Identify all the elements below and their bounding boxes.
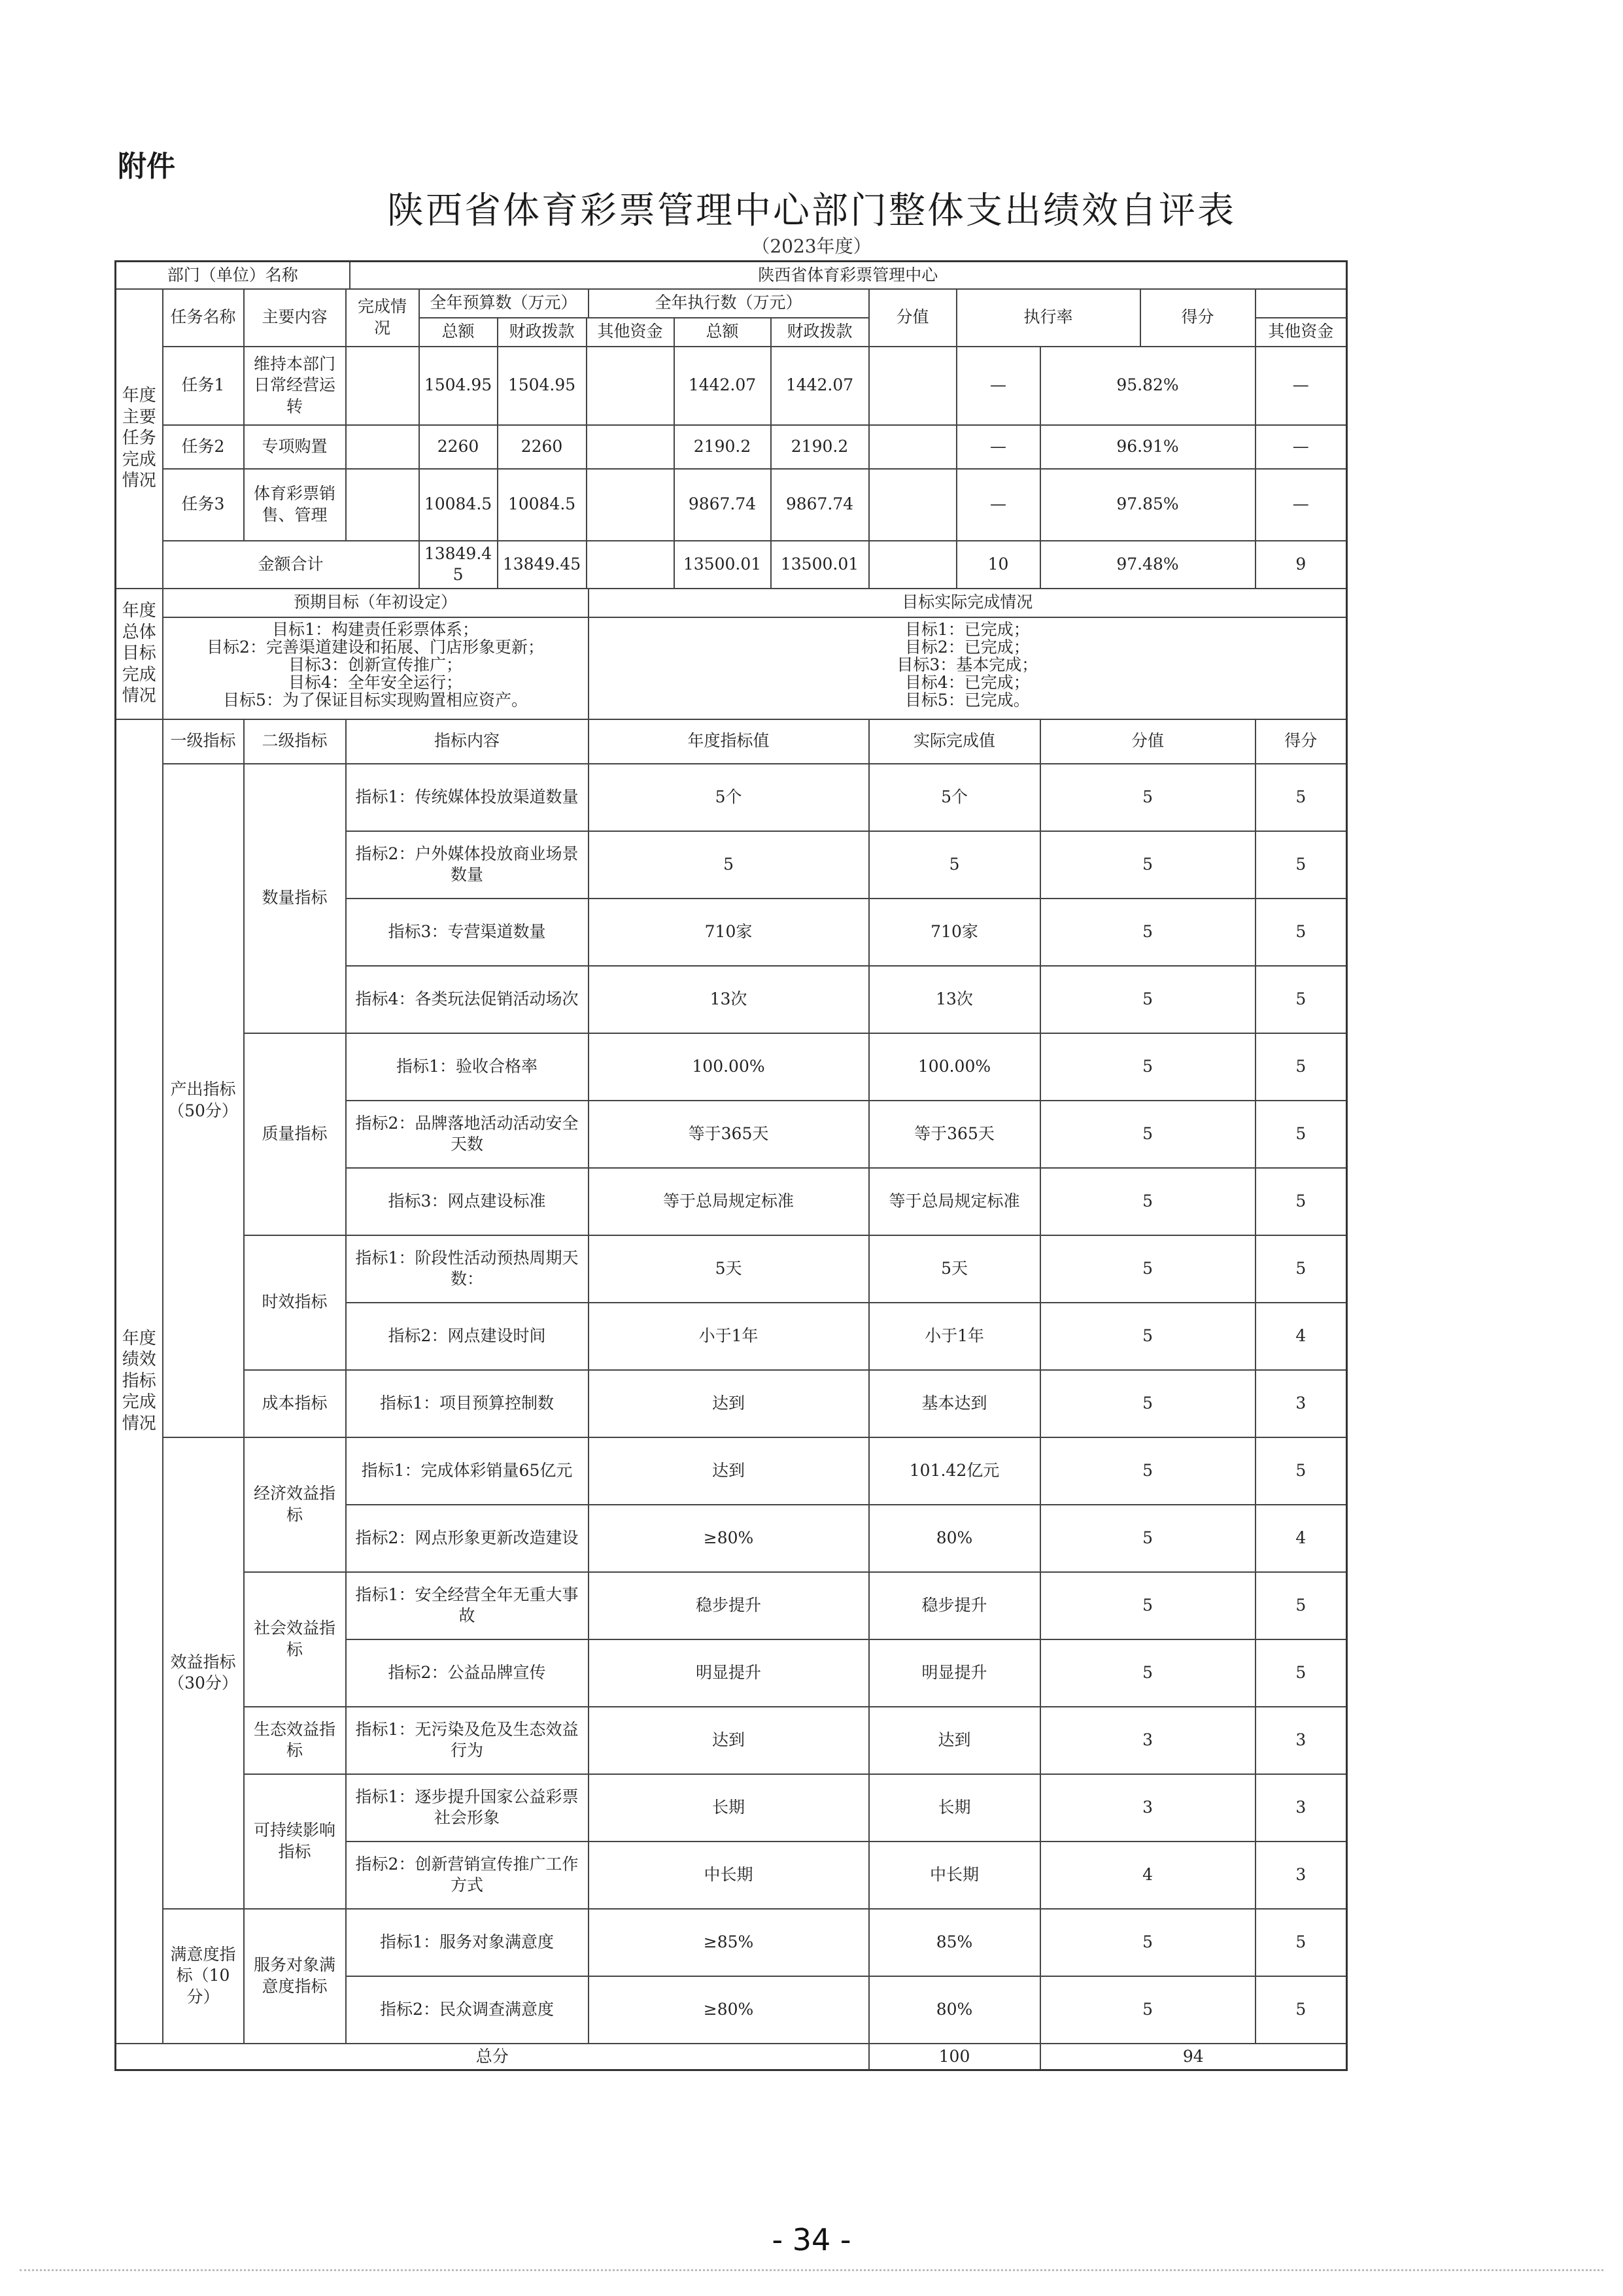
indicator-actual: 100.00% xyxy=(869,1033,1040,1101)
total-row xyxy=(116,2044,1347,2070)
indicator-score: 3 xyxy=(1256,1774,1347,1842)
dept-value: 陕西省体育彩票管理中心 xyxy=(350,262,1347,289)
task-score-value: — xyxy=(957,469,1040,541)
indicator-value: 5 xyxy=(1040,1370,1256,1437)
task-exec-other xyxy=(869,425,957,469)
indicator-target: ≥85% xyxy=(589,1909,869,1976)
indicator-target: 5个 xyxy=(589,764,869,831)
indicator-target: 长期 xyxy=(589,1774,869,1842)
indicator-target: 明显提升 xyxy=(589,1639,869,1707)
indicator-score: 5 xyxy=(1256,1168,1347,1235)
tasks-section-label: 年度主要任务完成情况 xyxy=(116,289,163,589)
task-exec-rate: 96.91% xyxy=(1040,425,1256,469)
task-content: 专项购置 xyxy=(244,425,346,469)
indicator-content: 指标1：逐步提升国家公益彩票社会形象 xyxy=(346,1774,589,1842)
indicator-actual: 5 xyxy=(869,831,1040,899)
task-completion xyxy=(346,347,419,425)
indicator-value: 5 xyxy=(1040,1235,1256,1303)
indicator-score: 3 xyxy=(1256,1842,1347,1909)
task-row xyxy=(116,469,1347,541)
indicator-score: 5 xyxy=(1256,966,1347,1033)
indicator-content: 指标2：网点建设时间 xyxy=(346,1303,589,1370)
goal-actual-item: 目标5：已完成。 xyxy=(904,690,1030,710)
document-subtitle: （2023年度） xyxy=(751,235,872,257)
total-score: 94 xyxy=(1040,2044,1347,2070)
task-name: 任务1 xyxy=(163,347,244,425)
indicator-actual: 稳步提升 xyxy=(869,1572,1040,1639)
total-label: 总分 xyxy=(116,2044,869,2070)
indicator-row xyxy=(116,1033,1347,1101)
task-exec-other xyxy=(869,469,957,541)
sum-budget-other xyxy=(587,541,674,589)
task-exec-total: 1442.07 xyxy=(674,347,771,425)
indicator-score: 3 xyxy=(1256,1370,1347,1437)
page-number: - 34 - xyxy=(772,2222,851,2257)
level1-benefit: 效益指标（30分） xyxy=(163,1437,244,1909)
task-budget-other xyxy=(587,425,674,469)
task-exec-total: 9867.74 xyxy=(674,469,771,541)
col-actual: 实际完成值 xyxy=(869,719,1040,764)
indicator-value: 5 xyxy=(1040,1505,1256,1572)
goals-expected-list xyxy=(163,617,589,719)
indicator-value: 5 xyxy=(1040,1909,1256,1976)
sum-budget-fiscal: 13849.45 xyxy=(498,541,587,589)
indicator-content: 指标3：专营渠道数量 xyxy=(346,899,589,966)
task-budget-total: 2260 xyxy=(419,425,498,469)
goals-actual-list xyxy=(589,617,1347,719)
evaluation-table xyxy=(114,260,1348,2071)
indicator-content: 指标1：完成体彩销量65亿元 xyxy=(346,1437,589,1505)
sum-budget-total: 13849.45 xyxy=(419,541,498,589)
task-exec-other xyxy=(869,347,957,425)
task-exec-fiscal: 2190.2 xyxy=(771,425,869,469)
indicator-row xyxy=(116,764,1347,831)
level2-timeliness: 时效指标 xyxy=(244,1235,346,1370)
indicator-target: 达到 xyxy=(589,1370,869,1437)
indicator-target: 中长期 xyxy=(589,1842,869,1909)
indicator-actual: 80% xyxy=(869,1505,1040,1572)
indicator-content: 指标2：创新营销宣传推广工作方式 xyxy=(346,1842,589,1909)
scan-edge-line xyxy=(20,2269,1603,2271)
goal-actual-item: 目标1：已完成； xyxy=(904,619,1030,639)
level1-output: 产出指标（50分） xyxy=(163,764,244,1437)
col-score-value: 分值 xyxy=(869,289,957,347)
sum-score-value: 10 xyxy=(957,541,1040,589)
indicator-actual: 85% xyxy=(869,1909,1040,1976)
col-ind-score: 得分 xyxy=(1256,719,1347,764)
indicator-target: 小于1年 xyxy=(589,1303,869,1370)
task-completion xyxy=(346,425,419,469)
sum-exec-total: 13500.01 xyxy=(674,541,771,589)
indicator-content: 指标2：民众调查满意度 xyxy=(346,1976,589,2044)
goal-expected-item: 目标4：全年安全运行； xyxy=(288,672,462,692)
indicator-actual: 80% xyxy=(869,1976,1040,2044)
indicator-row xyxy=(116,1774,1347,1842)
task-header-row xyxy=(116,289,1347,318)
indicator-target: 5 xyxy=(589,831,869,899)
indicator-value: 5 xyxy=(1040,1303,1256,1370)
level1-satisfaction: 满意度指标（10分） xyxy=(163,1909,244,2044)
indicator-content: 指标1：项目预算控制数 xyxy=(346,1370,589,1437)
task-content: 体育彩票销售、管理 xyxy=(244,469,346,541)
indicator-target: 13次 xyxy=(589,966,869,1033)
indicator-value: 3 xyxy=(1040,1707,1256,1774)
indicator-target: 710家 xyxy=(589,899,869,966)
col-execution: 全年执行数（万元） xyxy=(589,289,869,318)
task-exec-rate: 97.85% xyxy=(1040,469,1256,541)
task-exec-total: 2190.2 xyxy=(674,425,771,469)
indicator-target: 等于365天 xyxy=(589,1101,869,1168)
indicator-value: 5 xyxy=(1040,1033,1256,1101)
col-main-content: 主要内容 xyxy=(244,289,346,347)
indicators-header-row xyxy=(116,719,1347,764)
col-value: 分值 xyxy=(1040,719,1256,764)
level2-economic: 经济效益指标 xyxy=(244,1437,346,1572)
indicator-content: 指标1：无污染及危及生态效益行为 xyxy=(346,1707,589,1774)
level2-quality: 质量指标 xyxy=(244,1033,346,1235)
task-row xyxy=(116,425,1347,469)
indicator-target: 达到 xyxy=(589,1707,869,1774)
indicator-content: 指标2：品牌落地活动活动安全天数 xyxy=(346,1101,589,1168)
indicator-content: 指标3：网点建设标准 xyxy=(346,1168,589,1235)
indicator-row xyxy=(116,1235,1347,1303)
sum-score: 9 xyxy=(1256,541,1347,589)
col-content: 指标内容 xyxy=(346,719,589,764)
dept-label: 部门（单位）名称 xyxy=(116,262,350,289)
indicator-value: 5 xyxy=(1040,1437,1256,1505)
task-score: — xyxy=(1256,469,1347,541)
indicator-content: 指标2：公益品牌宣传 xyxy=(346,1639,589,1707)
level2-social: 社会效益指标 xyxy=(244,1572,346,1707)
indicator-row xyxy=(116,1370,1347,1437)
sum-exec-rate: 97.48% xyxy=(1040,541,1256,589)
indicator-score: 5 xyxy=(1256,1033,1347,1101)
indicator-value: 5 xyxy=(1040,1976,1256,2044)
task-row xyxy=(116,347,1347,425)
indicator-score: 5 xyxy=(1256,831,1347,899)
task-score-value: — xyxy=(957,425,1040,469)
task-sum-row xyxy=(116,541,1347,589)
task-score: — xyxy=(1256,425,1347,469)
document-title: 陕西省体育彩票管理中心部门整体支出绩效自评表 xyxy=(387,190,1236,232)
indicator-score: 5 xyxy=(1256,1572,1347,1639)
task-budget-total: 10084.5 xyxy=(419,469,498,541)
indicator-target: 达到 xyxy=(589,1437,869,1505)
goals-actual-header: 目标实际完成情况 xyxy=(589,589,1347,617)
indicator-value: 5 xyxy=(1040,1168,1256,1235)
indicator-actual: 小于1年 xyxy=(869,1303,1040,1370)
task-budget-fiscal: 1504.95 xyxy=(498,347,587,425)
indicator-content: 指标2：网点形象更新改造建设 xyxy=(346,1505,589,1572)
indicator-content: 指标1：验收合格率 xyxy=(346,1033,589,1101)
col-budget-other: 其他资金 xyxy=(587,318,674,347)
indicator-score: 5 xyxy=(1256,1639,1347,1707)
indicator-content: 指标1：传统媒体投放渠道数量 xyxy=(346,764,589,831)
indicator-actual: 5天 xyxy=(869,1235,1040,1303)
task-content: 维持本部门日常经营运转 xyxy=(244,347,346,425)
indicator-score: 3 xyxy=(1256,1707,1347,1774)
indicator-content: 指标1：服务对象满意度 xyxy=(346,1909,589,1976)
indicators-section-label: 年度绩效指标完成情况 xyxy=(116,719,163,2044)
task-score-value: — xyxy=(957,347,1040,425)
indicator-target: 等于总局规定标准 xyxy=(589,1168,869,1235)
indicator-score: 5 xyxy=(1256,1101,1347,1168)
indicator-value: 3 xyxy=(1040,1774,1256,1842)
col-exec-total: 总额 xyxy=(674,318,771,347)
col-budget-fiscal: 财政拨款 xyxy=(498,318,587,347)
indicator-actual: 中长期 xyxy=(869,1842,1040,1909)
task-exec-fiscal: 1442.07 xyxy=(771,347,869,425)
indicator-target: 稳步提升 xyxy=(589,1572,869,1639)
goal-actual-item: 目标3：基本完成； xyxy=(897,655,1038,674)
indicator-actual: 5个 xyxy=(869,764,1040,831)
task-budget-fiscal: 10084.5 xyxy=(498,469,587,541)
indicator-content: 指标1：阶段性活动预热周期天数： xyxy=(346,1235,589,1303)
level2-quantity: 数量指标 xyxy=(244,764,346,1033)
indicator-content: 指标1：安全经营全年无重大事故 xyxy=(346,1572,589,1639)
goals-expected-header: 预期目标（年初设定） xyxy=(163,589,589,617)
indicator-score: 5 xyxy=(1256,1437,1347,1505)
total-value: 100 xyxy=(869,2044,1040,2070)
goal-expected-item: 目标5：为了保证目标实现购置相应资产。 xyxy=(223,690,528,710)
task-budget-fiscal: 2260 xyxy=(498,425,587,469)
goal-actual-item: 目标2：已完成； xyxy=(904,637,1030,657)
goal-expected-item: 目标3：创新宣传推广； xyxy=(288,655,462,674)
indicator-actual: 710家 xyxy=(869,899,1040,966)
goal-actual-item: 目标4：已完成； xyxy=(904,672,1030,692)
sum-exec-other xyxy=(869,541,957,589)
indicator-actual: 等于总局规定标准 xyxy=(869,1168,1040,1235)
task-exec-rate: 95.82% xyxy=(1040,347,1256,425)
task-budget-other xyxy=(587,347,674,425)
indicator-score: 5 xyxy=(1256,1235,1347,1303)
indicator-value: 5 xyxy=(1040,1572,1256,1639)
goal-expected-item: 目标1：构建责任彩票体系； xyxy=(272,619,479,639)
indicator-target: 5天 xyxy=(589,1235,869,1303)
goal-expected-item: 目标2：完善渠道建设和拓展、门店形象更新； xyxy=(207,637,544,657)
indicator-row xyxy=(116,1909,1347,1976)
indicator-actual: 达到 xyxy=(869,1707,1040,1774)
indicator-actual: 等于365天 xyxy=(869,1101,1040,1168)
indicator-value: 5 xyxy=(1040,831,1256,899)
task-budget-total: 1504.95 xyxy=(419,347,498,425)
indicator-actual: 明显提升 xyxy=(869,1639,1040,1707)
col-exec-other: 其他资金 xyxy=(1256,318,1347,347)
goals-header-row xyxy=(116,589,1347,617)
task-name: 任务3 xyxy=(163,469,244,541)
indicator-score: 5 xyxy=(1256,1909,1347,1976)
indicator-value: 4 xyxy=(1040,1842,1256,1909)
indicator-target: ≥80% xyxy=(589,1976,869,2044)
indicator-score: 5 xyxy=(1256,1976,1347,2044)
indicator-row xyxy=(116,1707,1347,1774)
level2-ecological: 生态效益指标 xyxy=(244,1707,346,1774)
indicator-score: 4 xyxy=(1256,1505,1347,1572)
indicator-content: 指标4：各类玩法促销活动场次 xyxy=(346,966,589,1033)
col-target: 年度指标值 xyxy=(589,719,869,764)
col-exec-rate: 执行率 xyxy=(957,289,1140,347)
indicator-content: 指标2：户外媒体投放商业场景数量 xyxy=(346,831,589,899)
indicator-score: 4 xyxy=(1256,1303,1347,1370)
indicator-target: 100.00% xyxy=(589,1033,869,1101)
indicator-value: 5 xyxy=(1040,899,1256,966)
col-task-name: 任务名称 xyxy=(163,289,244,347)
indicator-value: 5 xyxy=(1040,1101,1256,1168)
indicator-value: 5 xyxy=(1040,1639,1256,1707)
level2-cost: 成本指标 xyxy=(244,1370,346,1437)
col-level2: 二级指标 xyxy=(244,719,346,764)
indicator-score: 5 xyxy=(1256,764,1347,831)
dept-row xyxy=(116,262,1347,289)
level2-service: 服务对象满意度指标 xyxy=(244,1909,346,2044)
indicator-actual: 13次 xyxy=(869,966,1040,1033)
indicator-actual: 长期 xyxy=(869,1774,1040,1842)
indicator-target: ≥80% xyxy=(589,1505,869,1572)
indicator-value: 5 xyxy=(1040,966,1256,1033)
task-score: — xyxy=(1256,347,1347,425)
col-level1: 一级指标 xyxy=(163,719,244,764)
sum-exec-fiscal: 13500.01 xyxy=(771,541,869,589)
indicator-actual: 101.42亿元 xyxy=(869,1437,1040,1505)
goals-section-label: 年度总体目标完成情况 xyxy=(116,589,163,719)
col-exec-fiscal: 财政拨款 xyxy=(771,318,869,347)
col-budget: 全年预算数（万元） xyxy=(419,289,589,318)
indicator-value: 5 xyxy=(1040,764,1256,831)
task-name: 任务2 xyxy=(163,425,244,469)
indicator-row xyxy=(116,1437,1347,1505)
col-budget-total: 总额 xyxy=(419,318,498,347)
indicator-actual: 基本达到 xyxy=(869,1370,1040,1437)
indicator-row xyxy=(116,1572,1347,1639)
indicator-score: 5 xyxy=(1256,899,1347,966)
sum-label: 金额合计 xyxy=(163,541,419,589)
col-score: 得分 xyxy=(1140,289,1256,347)
col-completion: 完成情况 xyxy=(346,289,419,347)
goals-body-row xyxy=(116,617,1347,719)
attachment-label: 附件 xyxy=(118,150,175,183)
task-exec-fiscal: 9867.74 xyxy=(771,469,869,541)
task-budget-other xyxy=(587,469,674,541)
task-completion xyxy=(346,469,419,541)
level2-sustainable: 可持续影响指标 xyxy=(244,1774,346,1909)
